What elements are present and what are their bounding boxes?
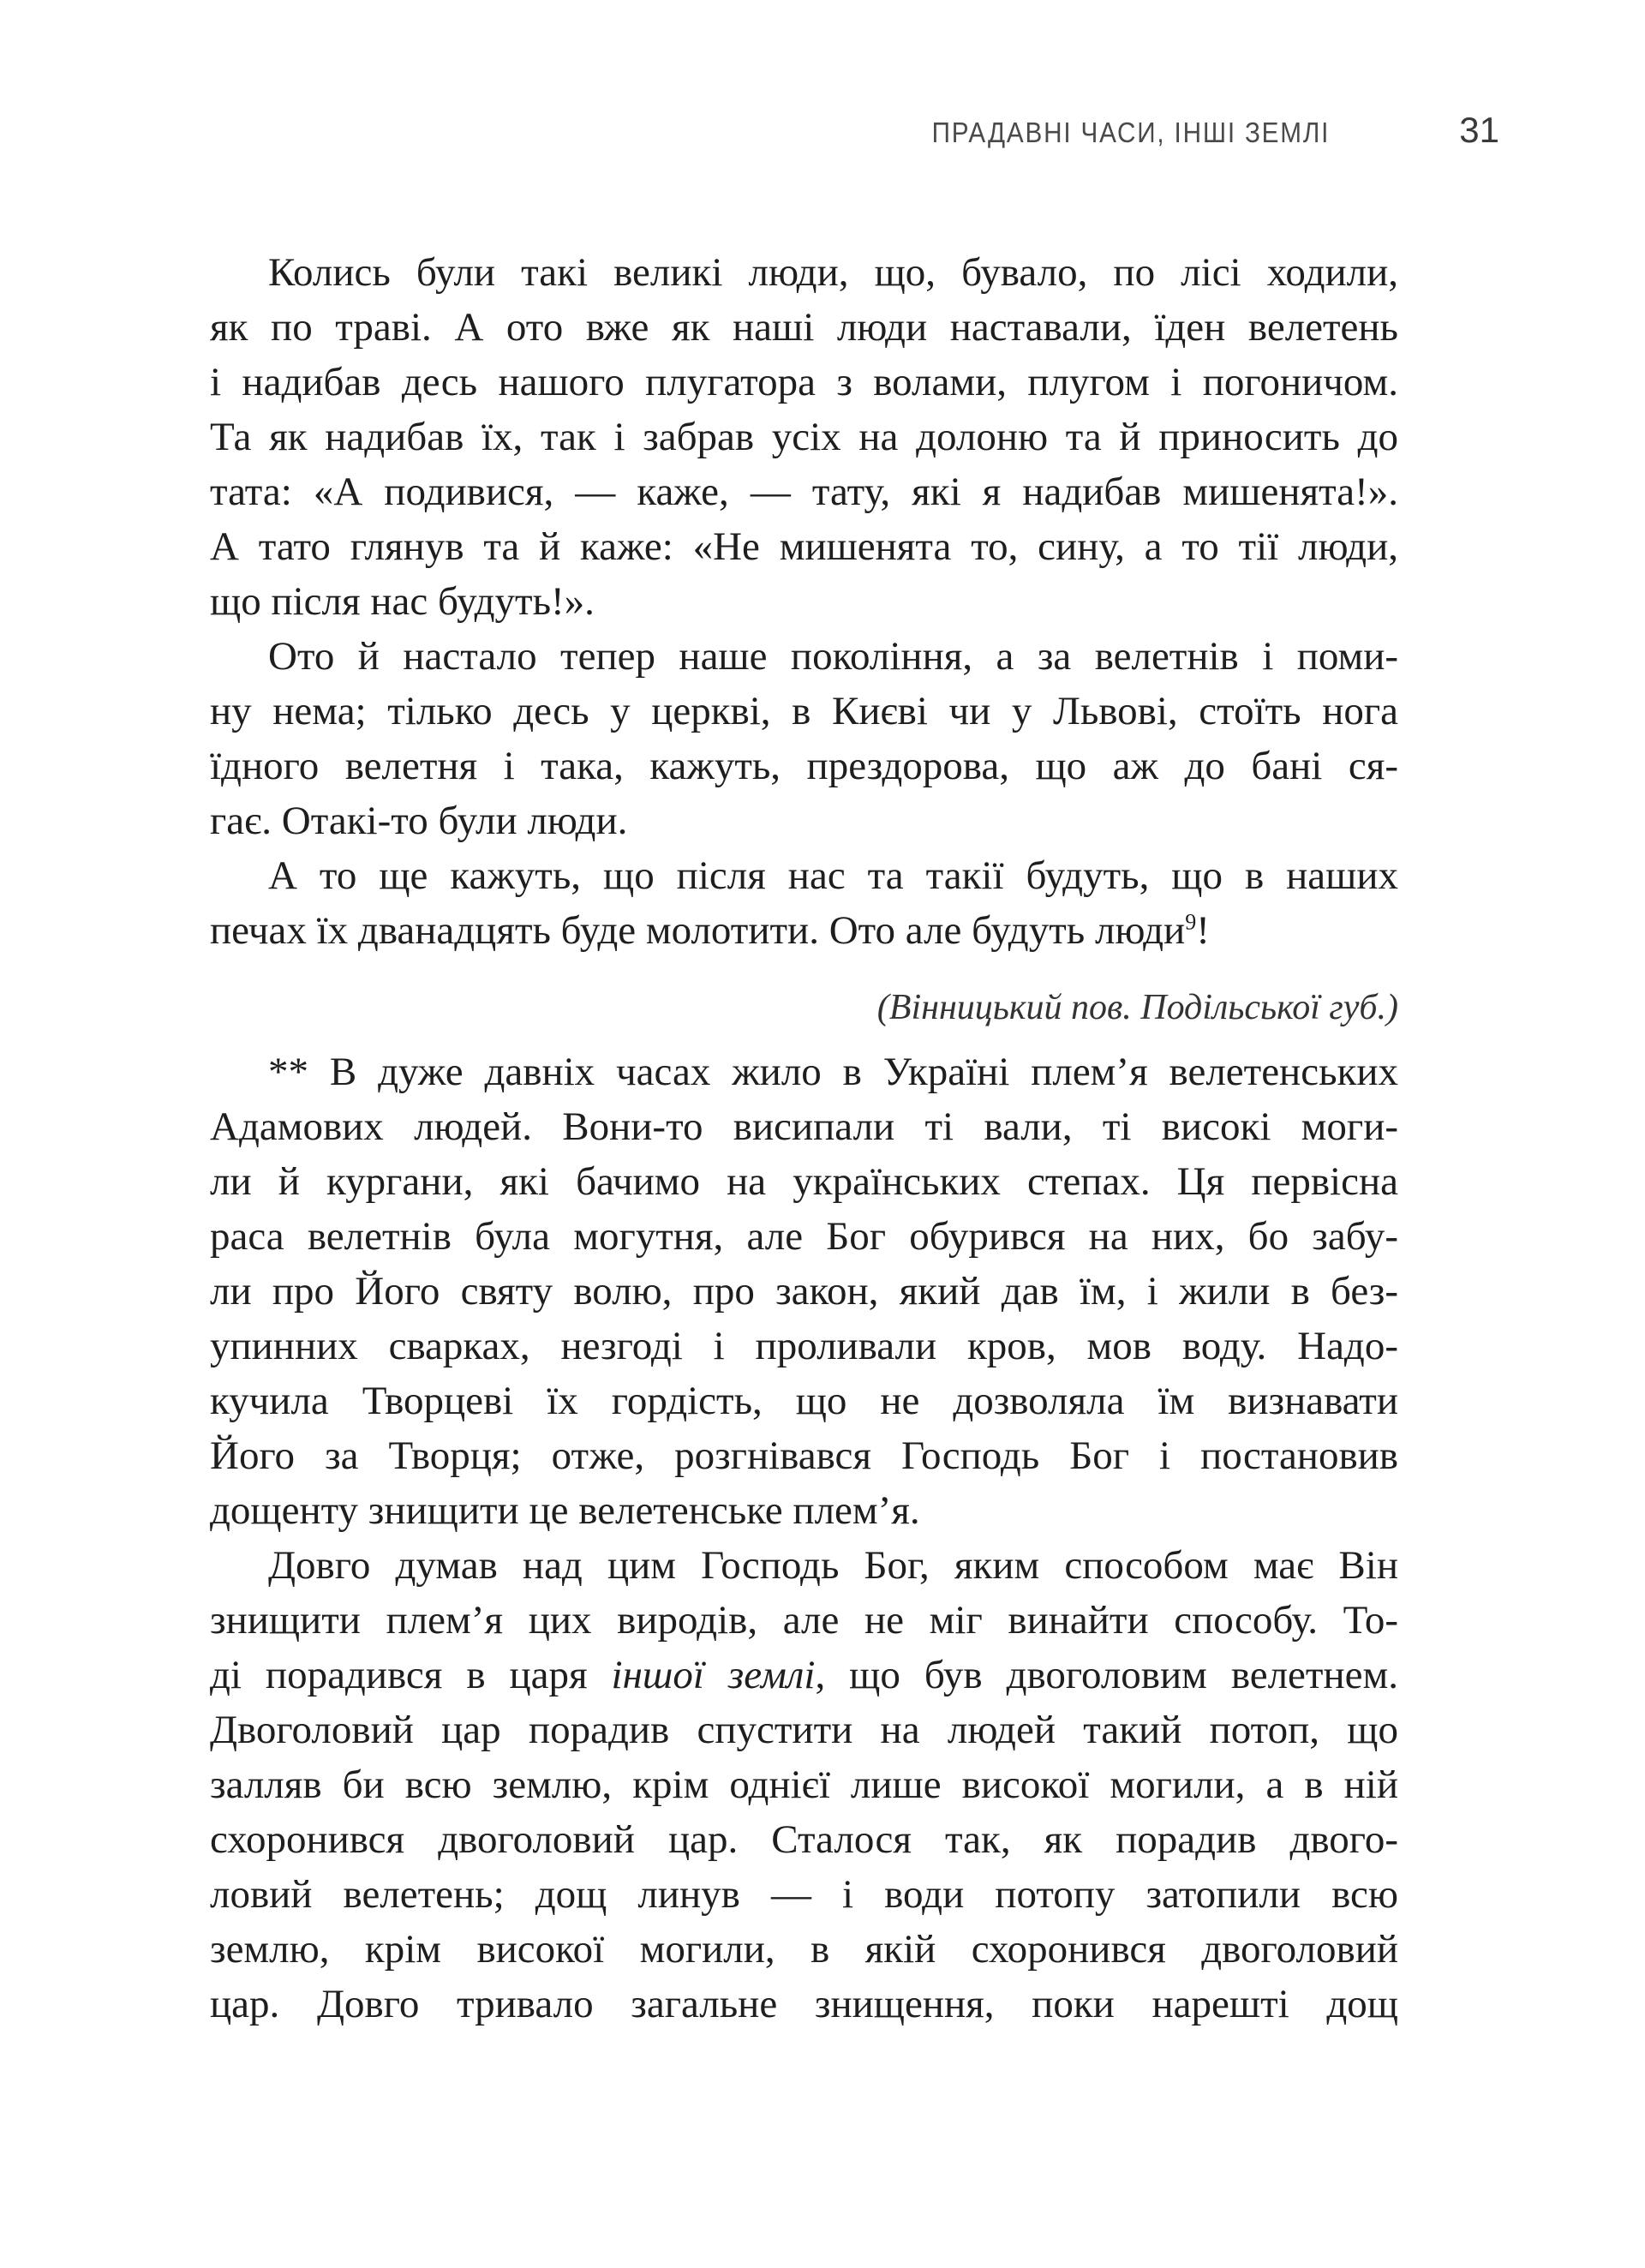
text-line: Ото й настало тепер наше покоління, а за велетнів і поми- [268,634,1398,679]
page-number: 31 [1459,110,1499,150]
text-line: ну нема; тілько десь у церкві, в Києві чи у Львові, стоїть нога [210,689,1398,733]
text-line: знищити плем’я цих виродів, але не міг винайти способу. То- [210,1598,1398,1643]
text-line: раса велетнів була могутня, але Бог обурився на них, бо забу- [210,1214,1398,1259]
text-line: ловий велетень; дощ линув — і води потопу затопили всю [210,1872,1398,1917]
text-line: ли й кургани, які бачимо на українських степах. Ця первісна [210,1159,1398,1204]
text-line: тата: «А подивися, — каже, — тату, які я надибав мишенята!». [210,470,1398,514]
text-line: А тато глянув та й каже: «Не мишенята то, сину, а то тії люди, [210,524,1398,569]
text-run: , що був двоголовим велетнем. [815,1653,1398,1697]
text-line: Колись були такі великі люди, що, бувало, по лісі ходили, [268,250,1398,295]
italic-text: іншої землі [611,1653,816,1697]
source-citation: (Вінницький пов. Подільської губ.) [876,988,1398,1027]
text-line: кучила Творцеві їх гордість, що не дозволяла їм визнавати [210,1379,1398,1423]
text-run: ! [1196,908,1210,953]
text-line: цар. Довго тривало загальне знищення, поки нарешті дощ [210,1982,1398,2026]
text-line: Двоголовий цар порадив спустити на людей такий потоп, що [210,1708,1398,1752]
text-line: А то ще кажуть, що після нас та такії будуть, що в наших [268,853,1398,898]
footnote-mark: 9 [1185,909,1197,935]
running-title: ПРАДАВНІ ЧАСИ, ІНШІ ЗЕМЛІ [931,117,1330,148]
text-line: і надибав десь нашого плугатора з волами, плугом і погоничом. [210,360,1398,404]
story-2-text [210,1044,1398,2032]
text-run: печах їх дванадцять буде молотити. Ото але будуть люди [210,908,1186,953]
text-line: залляв би всю землю, крім однієї лише високої могили, а в ній [210,1762,1398,1807]
text-line: Адамових людей. Вони-то висипали ті вали, ті високі моги- [210,1104,1398,1149]
text-line [210,1648,1398,1702]
text-line: Та як надибав їх, так і забрав усіх на долоню та й приносить до [210,415,1398,459]
text-line: ** В дуже давніх часах жило в Україні плем’я велетенських [268,1050,1398,1094]
text-line: що після нас будуть!». [210,579,595,624]
text-line: як по траві. А ото вже як наші люди наставали, їден велетень [210,305,1398,350]
text-run: ді порадився в царя [210,1653,612,1697]
text-line: Довго думав над цим Господь Бог, яким способом має Він [268,1543,1398,1588]
text-line: схоронився двоголовий цар. Сталося так, як порадив двого- [210,1817,1398,1862]
text-line: землю, крім високої могили, в якій схоронився двоголовий [210,1927,1398,1972]
story-1-text [210,245,1398,958]
text-line: дощенту знищити це велетенське плем’я. [210,1488,920,1533]
text-line: упинних сварках, незгоді і проливали кров, мов воду. Надо- [210,1324,1398,1368]
text-line: гає. Отакі-то були люди. [210,799,628,843]
text-line: Його за Творця; отже, розгнівався Господь Бог і постановив [210,1433,1398,1478]
text-line: ли про Його святу волю, про закон, який дав їм, і жили в без- [210,1269,1398,1314]
text-line: їдного велетня і така, кажуть, прездорова, що аж до бані ся- [210,744,1398,788]
text-line [210,903,1398,958]
